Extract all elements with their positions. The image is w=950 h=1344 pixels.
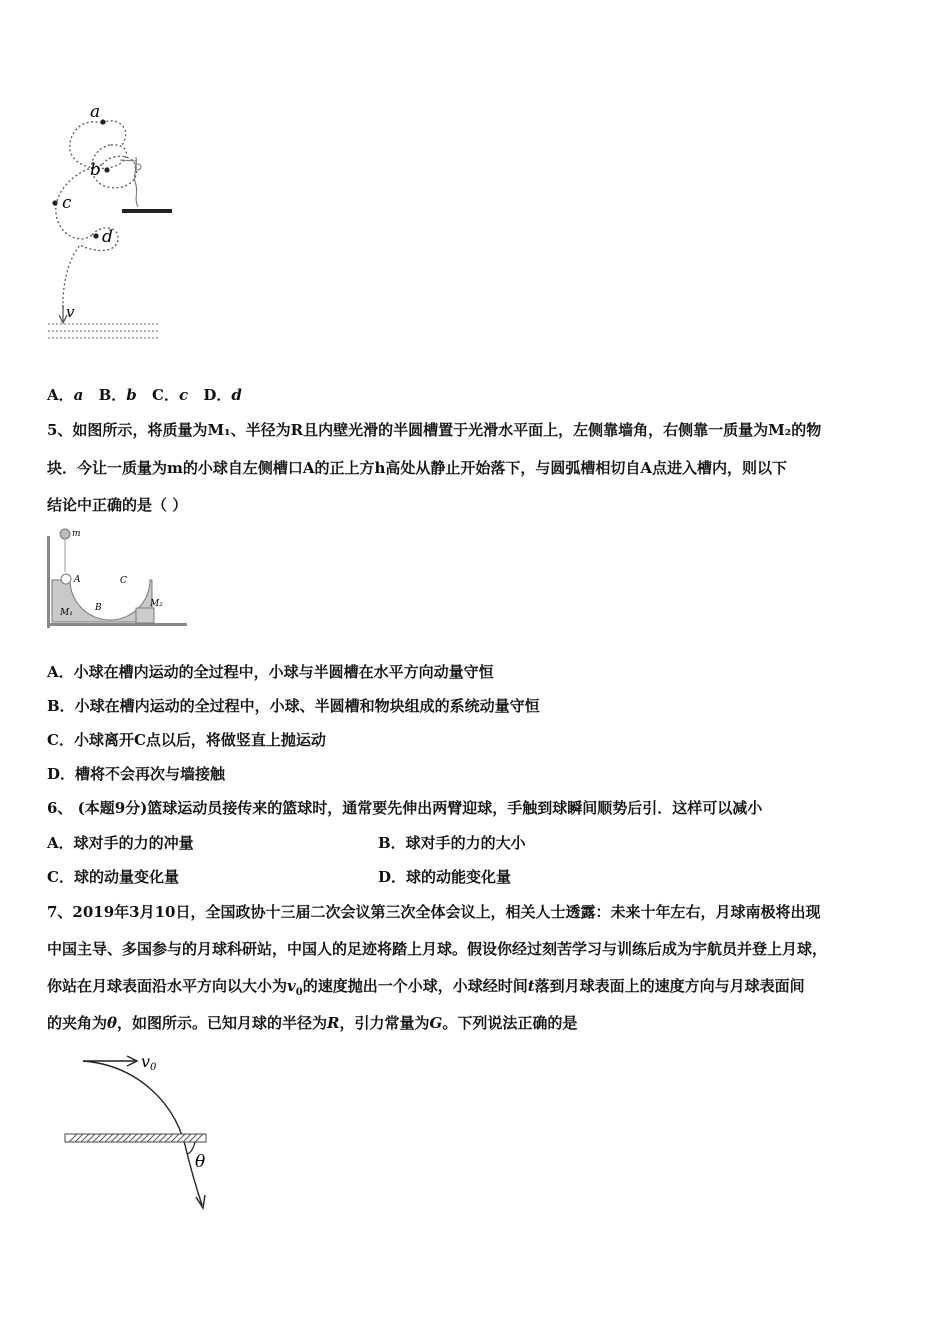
- point-b-dot: [104, 167, 109, 172]
- q7-stem-line-2: 中国主导、多国参与的月球科研站，中国人的足迹将踏上月球。假设你经过刻苦学习与训练后成为宇航员并登上月球，: [47, 940, 828, 958]
- q5-stem-line-2: 块．今让一质量为m的小球自左侧槽口A的正上方h高处从静止开始落下，与圆弧槽相切自A点进入槽内，则以下: [47, 459, 788, 477]
- q7-projectile-figure: [55, 1045, 225, 1215]
- q4-option-b-prefix: B．: [98, 386, 127, 404]
- label-m: m: [72, 529, 81, 539]
- q4-option-b-value: b: [126, 386, 137, 404]
- q4-option-c-prefix: C．: [152, 386, 179, 404]
- label-v: v: [66, 303, 75, 321]
- q6-option-d: D．球的动能变化量: [378, 868, 512, 886]
- label-v0: v0: [141, 1052, 157, 1073]
- q5-option-b: B．小球在槽内运动的全过程中，小球、半圆槽和物块组成的系统动量守恒: [47, 697, 540, 715]
- label-a: a: [90, 102, 101, 122]
- q5-half-groove-figure: [40, 522, 190, 632]
- point-d-dot: [93, 233, 98, 238]
- point-a-dot: [100, 119, 105, 124]
- q4-options: [47, 384, 242, 406]
- label-M1: M₁: [60, 608, 73, 618]
- label-theta: θ: [195, 1152, 206, 1172]
- q5-option-a: A．小球在槽内运动的全过程中，小球与半圆槽在水平方向动量守恒: [47, 663, 494, 681]
- q5-option-d: D．槽将不会再次与墙接触: [47, 765, 226, 783]
- q5-stem-line-3: 结论中正确的是（ ）: [47, 496, 188, 514]
- q7-stem-line-4: 的夹角为θ，如图所示。已知月球的半径为R，引力常量为G。下列说法正确的是: [47, 1014, 578, 1032]
- q4-trajectory-figure: [40, 95, 190, 350]
- label-b: b: [90, 160, 101, 180]
- q4-option-a-value: a: [73, 386, 84, 404]
- q6-option-b: B．球对手的力的大小: [378, 834, 526, 852]
- q4-option-c-value: c: [178, 386, 189, 404]
- q6-stem: 6、 (本题9分)篮球运动员接传来的篮球时，通常要先伸出两臂迎球，手触到球瞬间顺势后引．这样可以减小: [47, 799, 763, 817]
- label-A: A: [74, 575, 81, 585]
- label-c: c: [62, 193, 72, 213]
- q6-option-a: A．球对手的力的冲量: [47, 834, 194, 852]
- q5-stem-line-1: 5、如图所示，将质量为M₁、半径为R且内壁光滑的半圆槽置于光滑水平面上，左侧靠墙角，右侧靠一质量为M₂的物: [47, 421, 822, 439]
- q5-option-c: C．小球离开C点以后，将做竖直上抛运动: [47, 731, 326, 749]
- q4-option-d-value: d: [231, 386, 242, 404]
- label-d: d: [102, 227, 113, 247]
- q6-option-c: C．球的动量变化量: [47, 868, 179, 886]
- label-B: B: [95, 603, 102, 613]
- label-C: C: [120, 576, 127, 586]
- q4-option-d-prefix: D．: [203, 386, 232, 404]
- label-M2: M₂: [150, 599, 163, 609]
- q4-option-a-prefix: A．: [47, 386, 74, 404]
- q7-stem-line-1: 7、2019年3月10日，全国政协十三届二次会议第三次全体会议上，相关人士透露：未来十年左右，月球南极将出现: [47, 903, 821, 921]
- point-c-dot: [52, 200, 57, 205]
- q7-stem-line-3: 你站在月球表面沿水平方向以大小为$v_0$的速度抛出一个小球，小球经时间t落到月球表面上的速度方向与月球表面间: [47, 977, 805, 998]
